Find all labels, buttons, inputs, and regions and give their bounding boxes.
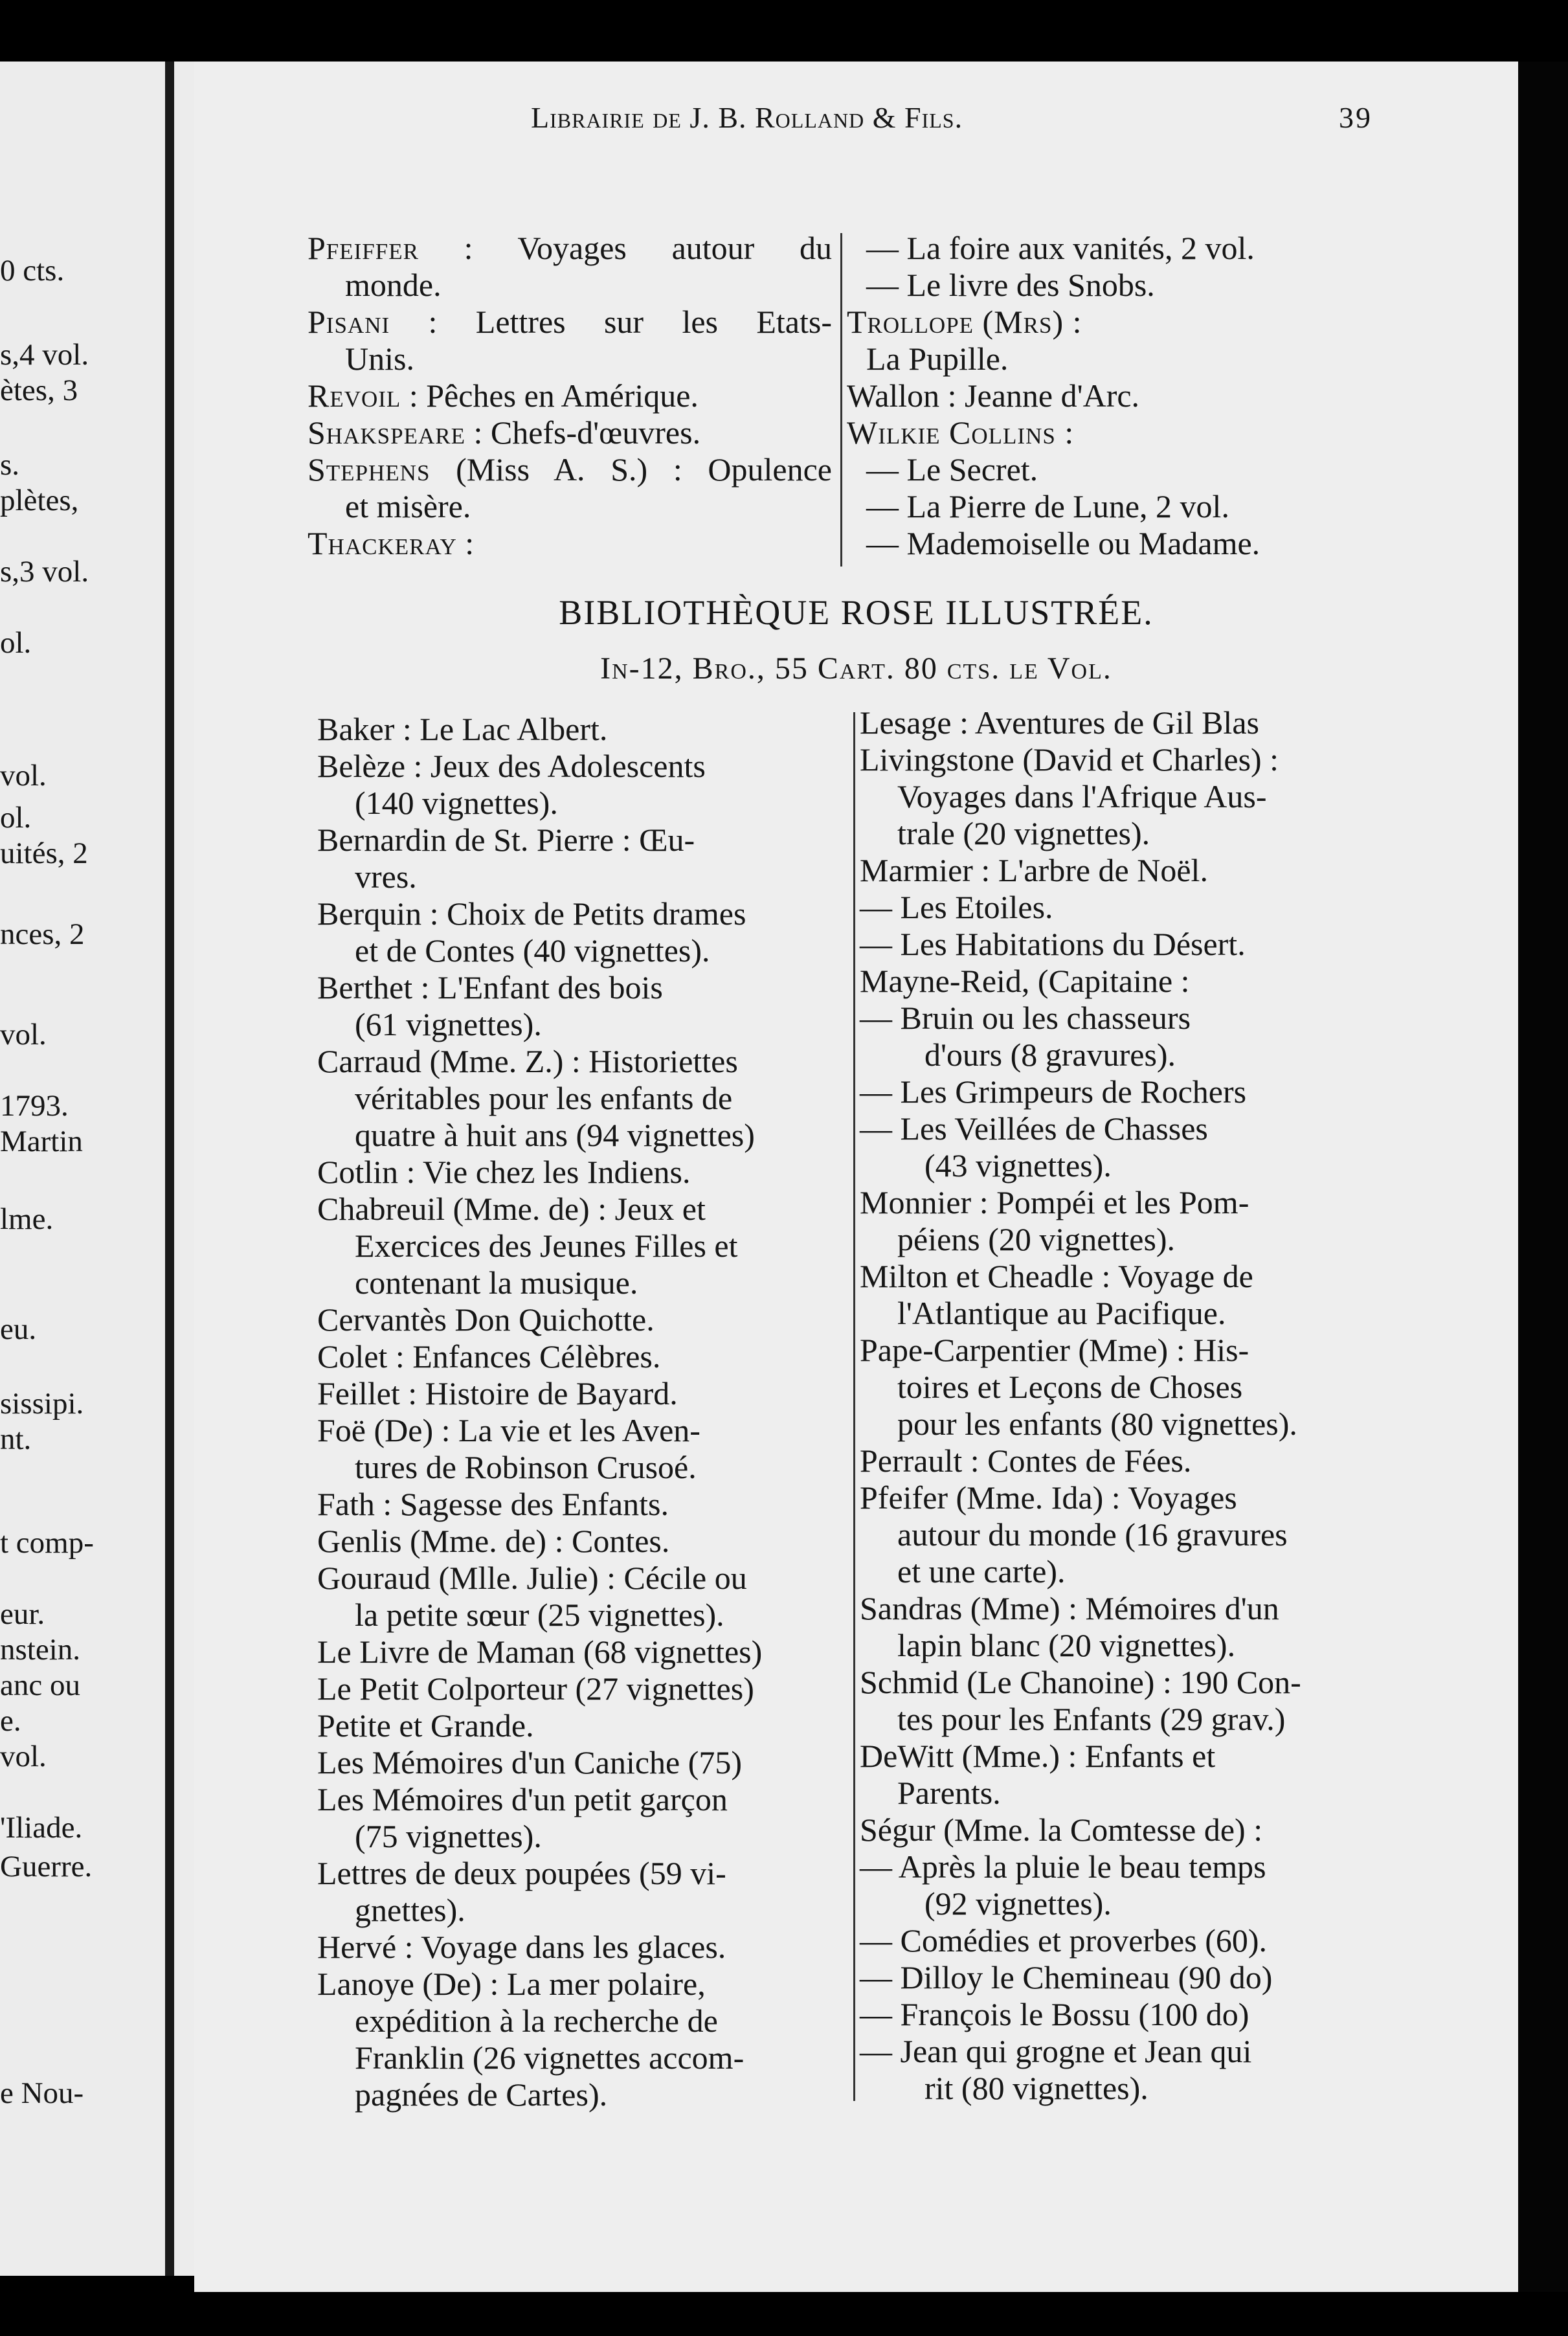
author: Revoil xyxy=(308,377,401,414)
catalog-line: — Dilloy le Chemineau (90 do) xyxy=(860,1959,1273,1995)
column-rule xyxy=(853,712,855,2101)
catalog-line: Mayne-Reid, (Capitaine : xyxy=(860,963,1190,999)
catalog-line: Schmid (Le Chanoine) : 190 Con- xyxy=(860,1664,1301,1700)
section-subtitle: In-12, Bro., 55 Cart. 80 cts. le Vol. xyxy=(600,651,1112,686)
entry: Thackeray : xyxy=(308,525,475,561)
author: Pfeiffer xyxy=(308,230,419,266)
left-fragment: nces, 2 xyxy=(0,917,85,951)
catalog-line: Pape-Carpentier (Mme) : His- xyxy=(860,1332,1249,1368)
rose-left-column xyxy=(317,711,848,2113)
catalog-line: Les Mémoires d'un Caniche (75) xyxy=(317,1744,743,1780)
catalog-line: Les Mémoires d'un petit garçon xyxy=(317,1781,728,1817)
column-rule xyxy=(840,233,842,567)
catalog-line: Feillet : Histoire de Bayard. xyxy=(317,1375,678,1411)
left-fragment: s. xyxy=(0,448,20,482)
left-fragment: eu. xyxy=(0,1312,37,1346)
catalog-line: Cotlin : Vie chez les Indiens. xyxy=(317,1154,691,1190)
catalog-line: Petite et Grande. xyxy=(317,1707,534,1744)
rose-right-column xyxy=(860,704,1387,2107)
catalog-line: autour du monde (16 gravures xyxy=(897,1516,1288,1553)
left-fragment: plètes, xyxy=(0,484,79,517)
catalog-line: gnettes). xyxy=(355,1892,465,1928)
catalog-line: Berquin : Choix de Petits drames xyxy=(317,895,746,932)
catalog-line: Bernardin de St. Pierre : Œu- xyxy=(317,822,695,858)
catalog-line: pour les enfants (80 vignettes). xyxy=(897,1406,1297,1442)
catalog-line: Exercices des Jeunes Filles et xyxy=(355,1228,738,1264)
catalog-line: — François le Bossu (100 do) xyxy=(860,1996,1249,2032)
left-fragment: 1793. xyxy=(0,1089,69,1123)
left-fragment: nt. xyxy=(0,1422,32,1456)
left-fragment: nstein. xyxy=(0,1633,81,1667)
catalog-line: quatre à huit ans (94 vignettes) xyxy=(355,1117,755,1153)
catalog-line: Fath : Sagesse des Enfants. xyxy=(317,1486,669,1522)
catalog-line: — Bruin ou les chasseurs xyxy=(860,1000,1191,1036)
catalog-line: — Les Veillées de Chasses xyxy=(860,1110,1208,1147)
section-title: BIBLIOTHÈQUE ROSE ILLUSTRÉE. xyxy=(559,593,1154,632)
catalog-line: Voyages dans l'Afrique Aus- xyxy=(897,778,1267,814)
catalog-line: (140 vignettes). xyxy=(355,785,558,821)
catalog-line: Sandras (Mme) : Mémoires d'un xyxy=(860,1590,1279,1626)
entry: Trollope (Mrs) : xyxy=(847,304,1082,340)
top-right-column xyxy=(847,230,1384,562)
left-fragment: s,3 vol. xyxy=(0,555,89,589)
catalog-line: Perrault : Contes de Fées. xyxy=(860,1443,1192,1479)
catalog-line: la petite sœur (25 vignettes). xyxy=(355,1597,724,1633)
catalog-line: Livingstone (David et Charles) : xyxy=(860,741,1279,778)
catalog-line: d'ours (8 gravures). xyxy=(924,1037,1176,1073)
book-gutter xyxy=(165,62,174,2276)
entry: Pisani : Lettres sur les Etats- xyxy=(308,304,832,340)
left-fragment: t comp- xyxy=(0,1526,94,1560)
catalog-line: Lettres de deux poupées (59 vi- xyxy=(317,1855,726,1891)
catalog-line: Hervé : Voyage dans les glaces. xyxy=(317,1929,726,1965)
entry-continuation: et misère. xyxy=(345,488,471,524)
left-fragment: ol. xyxy=(0,626,32,660)
left-fragment: vol. xyxy=(0,1018,47,1051)
left-fragment: Martin xyxy=(0,1125,83,1158)
entry: — La foire aux vanités, 2 vol. xyxy=(866,230,1255,266)
entry: Wallon : Jeanne d'Arc. xyxy=(847,377,1140,414)
catalog-line: (61 vignettes). xyxy=(355,1006,542,1042)
catalog-line: Belèze : Jeux des Adolescents xyxy=(317,748,706,784)
author: Thackeray xyxy=(308,525,457,561)
catalog-line: expédition à la recherche de xyxy=(355,2003,718,2039)
catalog-line: vres. xyxy=(355,859,417,895)
entry: Stephens (Miss A. S.) : Opulence xyxy=(308,451,832,488)
catalog-line: — Les Etoiles. xyxy=(860,889,1053,925)
left-fragment: eur. xyxy=(0,1597,45,1631)
catalog-line: l'Atlantique au Pacifique. xyxy=(897,1295,1226,1331)
left-fragment: uités, 2 xyxy=(0,837,88,870)
catalog-line: (43 vignettes). xyxy=(924,1147,1112,1184)
catalog-line: trale (20 vignettes). xyxy=(897,815,1150,851)
running-head xyxy=(531,100,1372,135)
left-fragment: 'Iliade. xyxy=(0,1811,83,1845)
entry: Wilkie Collins : xyxy=(847,414,1075,451)
left-fragment: 0 cts. xyxy=(0,254,65,287)
left-fragment: Guerre. xyxy=(0,1850,93,1883)
left-fragment: vol. xyxy=(0,759,47,792)
catalog-line: — Les Habitations du Désert. xyxy=(860,926,1246,962)
catalog-line: véritables pour les enfants de xyxy=(355,1080,733,1116)
entry: Pfeiffer : Voyages autour du xyxy=(308,230,832,266)
catalog-line: Franklin (26 vignettes accom- xyxy=(355,2039,745,2076)
catalog-line: Le Livre de Maman (68 vignettes) xyxy=(317,1634,763,1670)
catalog-line: et une carte). xyxy=(897,1553,1066,1589)
entry: Shakspeare : Chefs-d'œuvres. xyxy=(308,414,701,451)
catalog-line: Ségur (Mme. la Comtesse de) : xyxy=(860,1812,1263,1848)
catalog-line: Gouraud (Mlle. Julie) : Cécile ou xyxy=(317,1560,747,1596)
left-fragment: sissipi. xyxy=(0,1387,84,1421)
entry: La Pupille. xyxy=(866,341,1009,377)
catalog-line: Marmier : L'arbre de Noël. xyxy=(860,852,1208,888)
catalog-line: Carraud (Mme. Z.) : Historiettes xyxy=(317,1043,738,1079)
catalog-line: péiens (20 vignettes). xyxy=(897,1221,1176,1257)
left-fragment: e. xyxy=(0,1704,21,1738)
catalog-line: Lesage : Aventures de Gil Blas xyxy=(860,704,1259,741)
entry: — Le livre des Snobs. xyxy=(866,267,1155,303)
author: Stephens xyxy=(308,451,431,488)
author: Pisani xyxy=(308,304,390,340)
catalog-line: Monnier : Pompéi et les Pom- xyxy=(860,1184,1249,1220)
entry: — Mademoiselle ou Madame. xyxy=(866,525,1260,561)
entry: — La Pierre de Lune, 2 vol. xyxy=(866,488,1229,524)
page-edge-shadow xyxy=(1518,62,1568,2292)
catalog-line: tures de Robinson Crusoé. xyxy=(355,1449,697,1485)
entry-continuation: monde. xyxy=(345,267,442,303)
left-fragment: vol. xyxy=(0,1740,47,1773)
page-number: 39 xyxy=(1339,101,1372,134)
entry: — Le Secret. xyxy=(866,451,1038,488)
catalog-line: Pfeifer (Mme. Ida) : Voyages xyxy=(860,1479,1237,1516)
catalog-line: Colet : Enfances Célèbres. xyxy=(317,1338,661,1375)
left-fragment: anc ou xyxy=(0,1668,80,1702)
catalog-line: — Les Grimpeurs de Rochers xyxy=(860,1073,1247,1110)
catalog-line: pagnées de Cartes). xyxy=(355,2076,608,2113)
left-fragment: ètes, 3 xyxy=(0,374,78,407)
catalog-line: Genlis (Mme. de) : Contes. xyxy=(317,1523,670,1559)
catalog-line: — Après la pluie le beau temps xyxy=(860,1848,1266,1885)
catalog-line: Parents. xyxy=(897,1775,1001,1811)
catalog-line: contenant la musique. xyxy=(355,1264,638,1301)
catalog-line: Lanoye (De) : La mer polaire, xyxy=(317,1966,706,2002)
catalog-line: rit (80 vignettes). xyxy=(924,2070,1148,2106)
catalog-line: tes pour les Enfants (29 grav.) xyxy=(897,1701,1286,1737)
catalog-line: Baker : Le Lac Albert. xyxy=(317,711,608,747)
catalog-line: Chabreuil (Mme. de) : Jeux et xyxy=(317,1191,706,1227)
catalog-line: — Jean qui grogne et Jean qui xyxy=(860,2033,1252,2069)
author: Shakspeare xyxy=(308,414,465,451)
catalog-line: et de Contes (40 vignettes). xyxy=(355,932,710,969)
catalog-line: toires et Leçons de Choses xyxy=(897,1369,1243,1405)
catalog-line: (75 vignettes). xyxy=(355,1818,542,1854)
left-fragment: ol. xyxy=(0,801,32,835)
catalog-line: Berthet : L'Enfant des bois xyxy=(317,969,663,1005)
catalog-line: lapin blanc (20 vignettes). xyxy=(897,1627,1236,1663)
catalog-line: Foë (De) : La vie et les Aven- xyxy=(317,1412,700,1448)
catalog-line: (92 vignettes). xyxy=(924,1885,1112,1922)
top-left-column xyxy=(308,230,832,562)
entry-continuation: Unis. xyxy=(345,341,414,377)
catalog-line: Cervantès Don Quichotte. xyxy=(317,1301,655,1338)
catalog-line: Le Petit Colporteur (27 vignettes) xyxy=(317,1670,754,1707)
left-fragment: lme. xyxy=(0,1202,54,1236)
catalog-line: Milton et Cheadle : Voyage de xyxy=(860,1258,1253,1294)
running-title: Librairie de J. B. Rolland & Fils. xyxy=(531,101,963,134)
left-fragment: e Nou- xyxy=(0,2076,84,2110)
catalog-line: — Comédies et proverbes (60). xyxy=(860,1922,1268,1959)
entry: Revoil : Pêches en Amérique. xyxy=(308,377,699,414)
left-fragment: s,4 vol. xyxy=(0,338,89,372)
catalog-line: DeWitt (Mme.) : Enfants et xyxy=(860,1738,1216,1774)
